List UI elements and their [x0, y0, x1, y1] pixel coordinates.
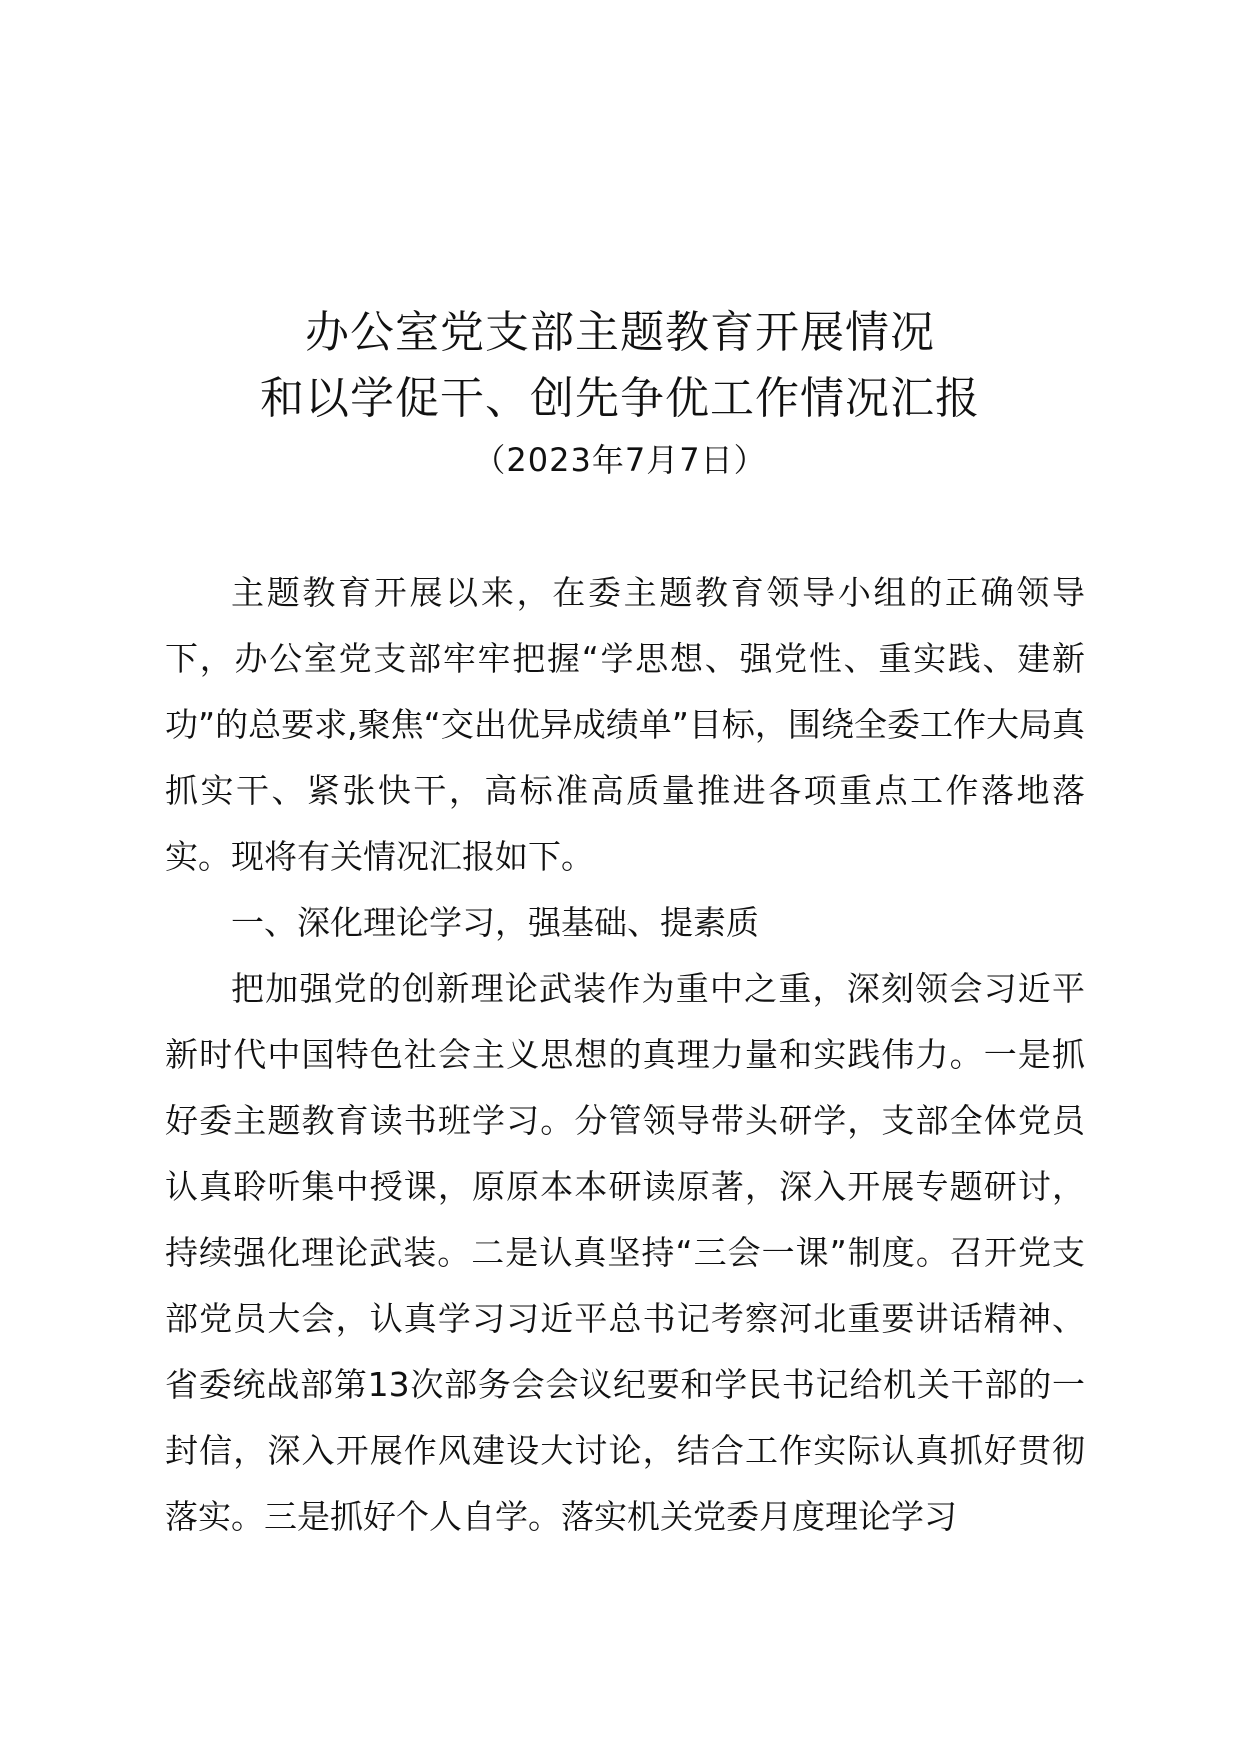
section-1-paragraph: 把加强党的创新理论武装作为重中之重，深刻领会习近平新时代中国特色社会主义思想的真理力量和实践伟力。一是抓好委主题教育读书班学习。分管领导带头研学，支部全体党员认真聆听集中授课，原原本本研读原著，深入开展专题研讨，持续强化理论武装。二是认真坚持“三会一课”制度。召开党支部党员大会，认真学习习近平总书记考察河北重要讲话精神、省委统战部第13次部务会会议纪要和学民书记给机关干部的一封信，深入开展作风建设大讨论，结合工作实际认真抓好贯彻落实。三是抓好个人自学。落实机关党委月度理论学习: [165, 969, 1085, 1536]
document-title-line-2: 和以学促干、创先争优工作情况汇报: [260, 373, 980, 424]
document-title-line-1: 办公室党支部主题教育开展情况: [305, 307, 935, 358]
intro-paragraph: 主题教育开展以来，在委主题教育领导小组的正确领导下，办公室党支部牢牢把握“学思想、强党性、重实践、建新功”的总要求,聚焦“交出优异成绩单”目标，围绕全委工作大局真抓实干、紧张快干，高标准高质量推进各项重点工作落地落实。现将有关情况汇报如下。: [165, 573, 1085, 876]
section-heading-1: 一、深化理论学习，强基础、提素质: [231, 903, 759, 942]
document-date: （2023年7月7日）: [473, 441, 767, 479]
document-body: [165, 560, 1085, 1550]
